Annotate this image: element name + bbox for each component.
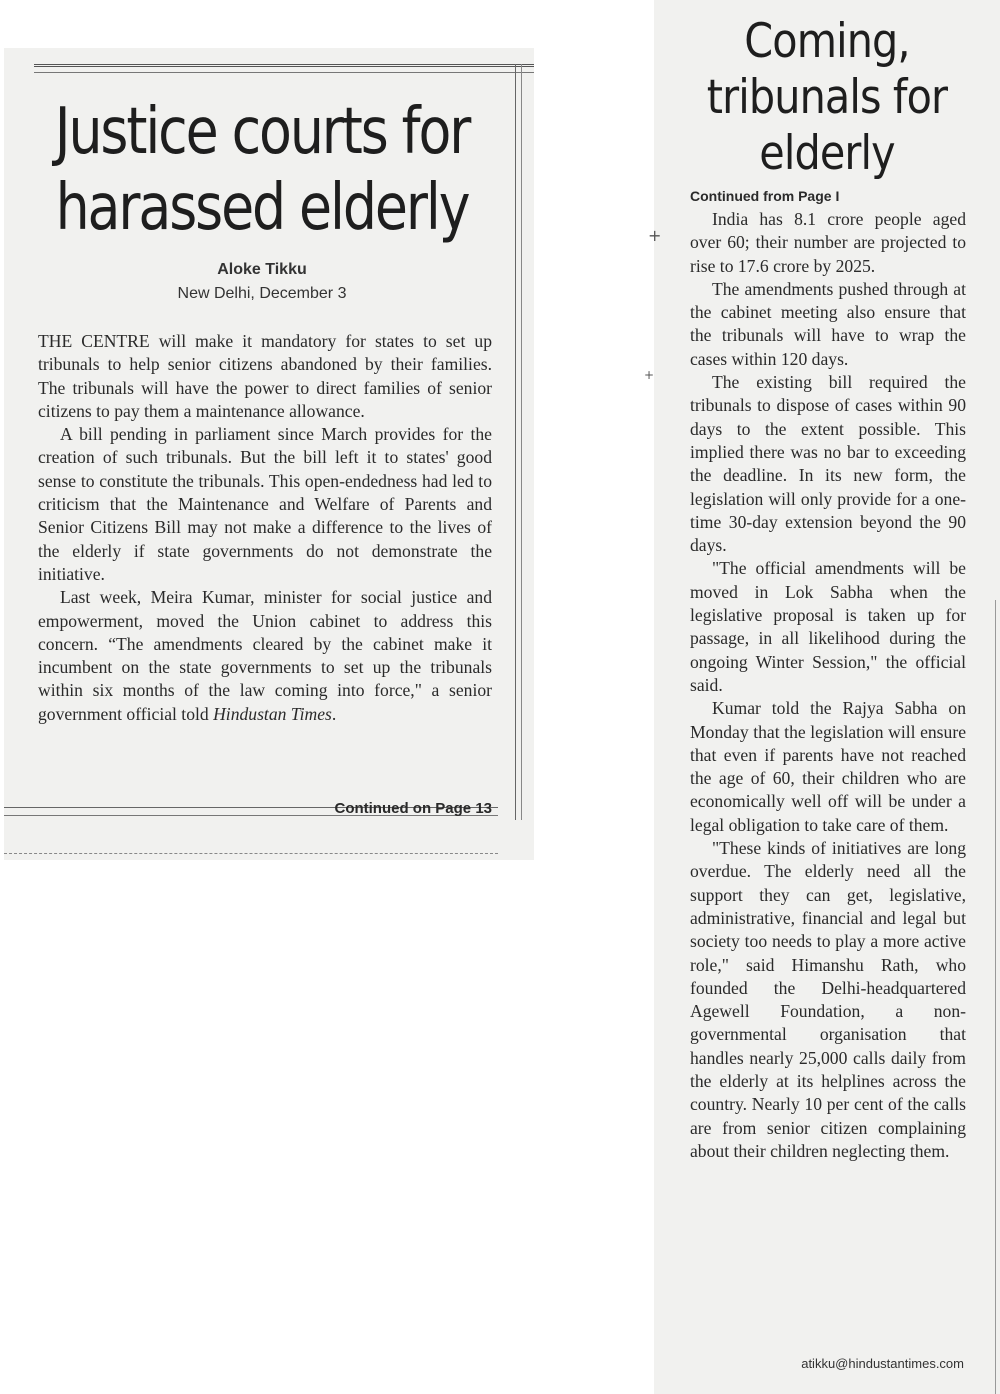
author-byline: Aloke Tikku — [217, 261, 307, 278]
paragraph-text: Last week, Meira Kumar, minister for social justice and empowerment, moved the Union cabinet to address this concern. “The amendments cleared by the cabinet make it incumbent on the state governments to set up the tribunals within six months of the law coming into force," a senior government official told — [38, 587, 492, 724]
paragraph: "The official amendments will be moved in Lok Sabha when the legislative proposal is taken up for passage, in all likelihood during the ongoing Winter Session," the official said. — [690, 558, 966, 695]
right-headline: Coming, tribunals for elderly — [706, 14, 948, 181]
top-rule — [34, 64, 534, 67]
right-edge-rule — [995, 600, 996, 1394]
crop-mark: + — [644, 368, 655, 382]
left-headline: Justice courts for harassed elderly — [54, 95, 470, 245]
right-article-clipping — [644, 0, 1000, 1394]
paragraph: The existing bill required the tribunals to dispose of cases within 90 days to the extent possible. This implied there was no bar to exceeding the deadline. In its new form, the legislation will only provide for a one-time 30-day extension beyond the 90 days. — [690, 372, 966, 556]
left-article-body — [38, 330, 492, 726]
publication-name: Hindustan Times — [213, 703, 332, 724]
right-article-body — [690, 208, 966, 1163]
paragraph: THE CENTRE will make it mandatory for states to set up tribunals to help senior citizens abandoned by their families. The tribunals will have the power to direct families of senior citizens to pay them a maintenance allowance. — [38, 331, 492, 421]
crop-mark: + — [648, 226, 662, 245]
top-rule-thin — [34, 72, 534, 73]
continued-on-link[interactable]: Continued on Page 13 — [334, 800, 492, 817]
bottom-rule-dashed — [4, 853, 498, 854]
paragraph: Kumar told the Rajya Sabha on Monday that the legislation will ensure that even if parents have not reached the age of 60, their children who are economically well off will be under a legal obligation to take care of them. — [690, 698, 966, 835]
right-column-rule-outer — [521, 64, 522, 820]
right-column-rule — [515, 64, 516, 820]
paragraph: The amendments pushed through at the cabinet meeting also ensure that the tribunals will have to wrap the cases within 120 days. — [690, 278, 966, 369]
paragraph: Last week, Meira Kumar, minister for social justice and empowerment, moved the Union cabinet to address this concern. “The amendments cleared by the cabinet make it incumbent on the state governments to set up the tribunals within six months of the law coming into force," a senior government official told Hindustan Times. — [38, 587, 492, 724]
dateline: New Delhi, December 3 — [177, 285, 347, 302]
left-article-clipping — [4, 48, 534, 860]
paragraph: "These kinds of initiatives are long overdue. The elderly need all the support they can get, legislative, administrative, financial and legal but society too needs to play a more active role," said Himanshu Rath, who founded the Delhi-headquartered Agewell Foundation, a non-governmental organisation that handles nearly 25,000 calls daily from the elderly at its helplines across the country. Nearly 10 per cent of the calls are from senior citizen complaining about their children neglecting them. — [690, 838, 966, 1161]
paragraph: India has 8.1 crore people aged over 60; their number are projected to rise to 17.6 crore by 2025. — [690, 209, 966, 276]
continued-from-label: Continued from Page I — [690, 188, 840, 204]
author-email[interactable]: atikku@hindustantimes.com — [801, 1356, 964, 1371]
paragraph: A bill pending in parliament since March provides for the creation of such tribunals. But the bill left it to states' good sense to constitute the tribunals. This open-endedness had led to criticism that the Maintenance and Welfare of Parents and Senior Citizens Bill may not make a difference to the lives of the elderly if state governments do not demonstrate the initiative. — [38, 424, 492, 584]
